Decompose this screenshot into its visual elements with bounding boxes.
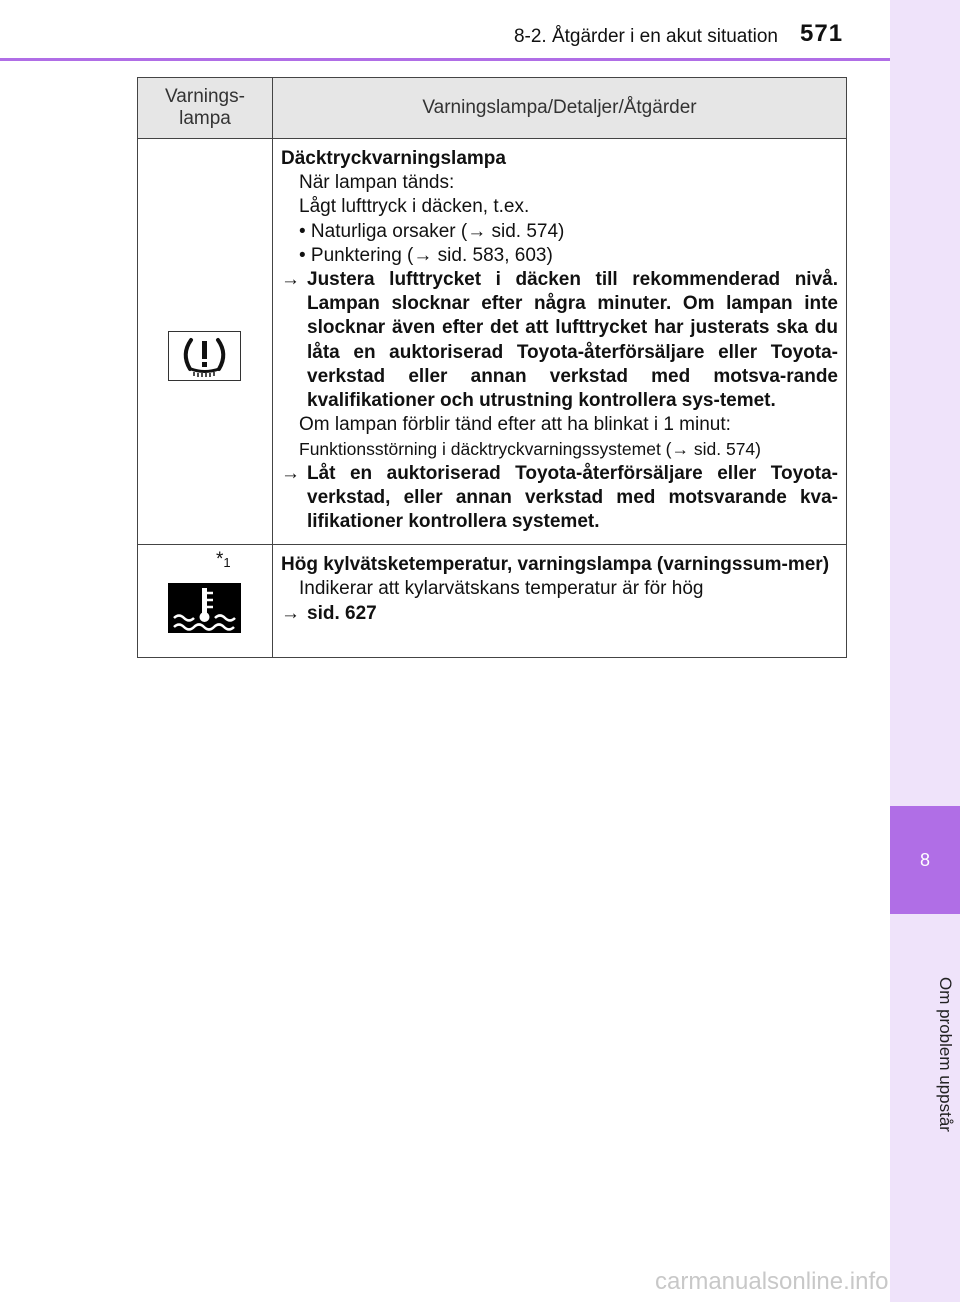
warning-lamp-table <box>137 77 847 658</box>
action-text[interactable] <box>281 602 838 626</box>
icon-cell <box>138 139 273 545</box>
action-text <box>281 268 838 413</box>
table-row <box>138 545 847 658</box>
table-row <box>138 139 847 545</box>
detail-cell <box>273 545 847 658</box>
watermark: carmanualsonline.info <box>655 1268 889 1295</box>
malfunction-text[interactable]: Funktionsstörning i däcktryckvarningssystemet (→ sid. 574) <box>299 439 761 460</box>
action-text <box>281 462 838 535</box>
footnote-star: * <box>216 549 224 571</box>
column-header-lamp-line2: lampa <box>179 108 231 129</box>
bullet-item[interactable]: • Naturliga orsaker (→ sid. 574) <box>299 220 565 242</box>
icon-cell <box>138 545 273 658</box>
action-body: Låt en auktoriserad Toyota-återförsäljare eller Toyota-verkstad, eller annan verkstad med motsvarande kva-lifikationer kontrollera systemet. <box>307 462 838 533</box>
arrow-icon: → <box>281 462 300 484</box>
section-title: 8-2. Åtgärder i en akut situation <box>513 26 778 47</box>
lamp-title: Hög kylvätsketemperatur, varningslampa (varningssum-mer) <box>281 554 830 576</box>
footnote-marker <box>216 549 231 571</box>
chapter-number-tab[interactable]: 8 <box>890 806 960 914</box>
condition-text: När lampan tänds: <box>299 172 455 194</box>
column-header-details: Varningslampa/Detaljer/Åtgärder <box>273 78 847 139</box>
lamp-title: Däcktryckvarningslampa <box>281 148 506 169</box>
action-body: Justera lufttrycket i däcken till rekommenderad nivå. Lampan slocknar efter några minuter. Om lampan inte slocknar även efter det att lufttrycket har justerats ska du låta en auktoriserad Toyota-återförsäljare eller Toyota-verkstad eller annan verkstad med motsva-rande kvalifikationer och utrustning kontrollera sys-temet. <box>307 269 838 412</box>
detail-text: Indikerar att kylarvätskans temperatur är för hög <box>299 578 704 600</box>
cause-text: Lågt lufttryck i däcken, t.ex. <box>299 196 530 218</box>
detail-cell <box>273 139 847 545</box>
table-header-row <box>138 78 847 139</box>
column-header-lamp <box>138 78 273 139</box>
action-body: sid. 627 <box>307 602 377 624</box>
bullet-item[interactable]: • Punktering (→ sid. 583, 603) <box>299 244 553 266</box>
arrow-icon: → <box>281 602 300 624</box>
condition-text: Om lampan förblir tänd efter att ha blinkat i 1 minut: <box>299 414 731 436</box>
chapter-title-tab[interactable]: Om problem uppstår <box>936 976 955 1132</box>
arrow-icon: → <box>281 269 300 291</box>
column-header-lamp-line1: Varnings- <box>165 86 245 107</box>
page-number: 571 <box>800 20 844 47</box>
header-divider <box>0 58 890 61</box>
coolant-temperature-icon <box>168 583 241 633</box>
tire-pressure-warning-icon <box>168 331 241 381</box>
footnote-number: 1 <box>223 555 231 571</box>
